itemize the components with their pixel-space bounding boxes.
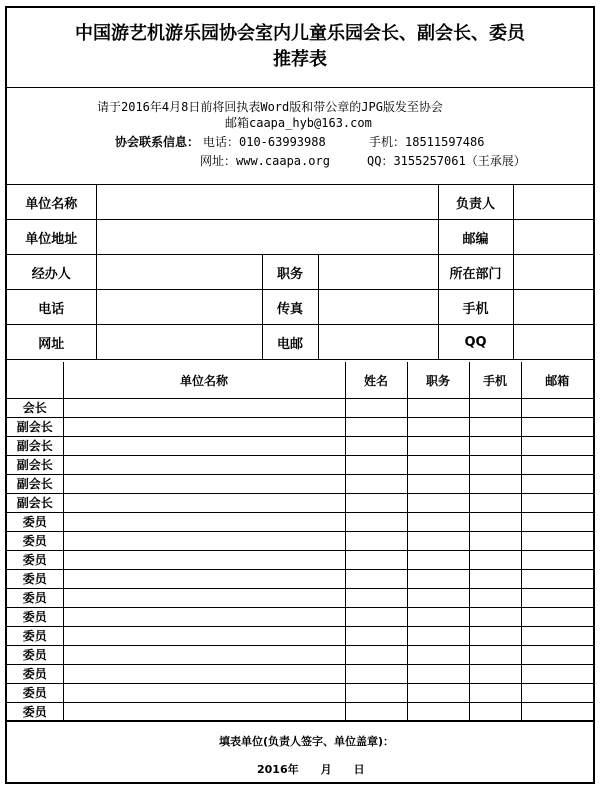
member-row <box>7 399 593 418</box>
notice-line1: 请于2016年4月8日前将回执表Word版和带公章的JPG版发至协会 <box>97 100 443 114</box>
member-position-cell[interactable] <box>407 513 469 532</box>
member-position-cell[interactable] <box>407 418 469 437</box>
member-position-cell[interactable] <box>407 456 469 475</box>
member-org-name-cell[interactable] <box>63 627 345 646</box>
member-role: 委员 <box>7 646 63 665</box>
member-mobile-cell[interactable] <box>469 589 521 608</box>
form-title-section <box>7 8 593 88</box>
member-role: 委员 <box>7 665 63 684</box>
contact-info-label: 协会联系信息： <box>115 135 200 149</box>
row-address <box>7 220 593 255</box>
member-mobile-cell[interactable] <box>469 437 521 456</box>
member-name-cell[interactable] <box>345 418 407 437</box>
member-row <box>7 494 593 513</box>
field-leader[interactable] <box>513 185 593 220</box>
member-email-cell[interactable] <box>521 589 593 608</box>
label-qq: QQ <box>438 325 513 360</box>
member-name-cell[interactable] <box>345 646 407 665</box>
organization-info-table <box>7 185 593 360</box>
member-org-name-cell[interactable] <box>63 684 345 703</box>
member-org-name-cell[interactable] <box>63 456 345 475</box>
member-name-cell[interactable] <box>345 475 407 494</box>
member-row <box>7 532 593 551</box>
label-phone: 电话 <box>7 290 96 325</box>
label-mobile: 手机 <box>438 290 513 325</box>
member-name-cell[interactable] <box>345 684 407 703</box>
member-email-cell[interactable] <box>521 475 593 494</box>
member-position-cell[interactable] <box>407 627 469 646</box>
date-line: 2016年 月 日 <box>257 763 365 776</box>
row-website <box>7 325 593 360</box>
member-row <box>7 513 593 532</box>
member-mobile-cell[interactable] <box>469 570 521 589</box>
member-email-cell[interactable] <box>521 437 593 456</box>
member-row <box>7 418 593 437</box>
label-fax: 传真 <box>262 290 318 325</box>
member-mobile-cell[interactable] <box>469 456 521 475</box>
member-row <box>7 589 593 608</box>
member-name-cell[interactable] <box>345 551 407 570</box>
member-row <box>7 475 593 494</box>
member-role: 委员 <box>7 608 63 627</box>
label-website: 网址 <box>7 325 96 360</box>
form-title-line1: 中国游艺机游乐园协会室内儿童乐园会长、副会长、委员 <box>75 23 525 44</box>
member-row <box>7 437 593 456</box>
member-name-cell[interactable] <box>345 665 407 684</box>
member-row <box>7 646 593 665</box>
field-fax[interactable] <box>318 290 438 325</box>
member-mobile-cell[interactable] <box>469 551 521 570</box>
member-name-cell[interactable] <box>345 703 407 722</box>
member-role: 副会长 <box>7 418 63 437</box>
label-leader: 负责人 <box>438 185 513 220</box>
footer-section <box>7 720 593 784</box>
member-position-cell[interactable] <box>407 608 469 627</box>
member-position-cell[interactable] <box>407 551 469 570</box>
member-org-name-cell[interactable] <box>63 532 345 551</box>
member-email-cell[interactable] <box>521 532 593 551</box>
member-row <box>7 608 593 627</box>
member-mobile-cell[interactable] <box>469 684 521 703</box>
field-qq[interactable] <box>513 325 593 360</box>
member-role: 委员 <box>7 684 63 703</box>
member-mobile-cell[interactable] <box>469 703 521 722</box>
member-org-name-cell[interactable] <box>63 399 345 418</box>
member-name-cell[interactable] <box>345 513 407 532</box>
member-row <box>7 627 593 646</box>
member-email-cell[interactable] <box>521 703 593 722</box>
member-row <box>7 551 593 570</box>
member-email-cell[interactable] <box>521 513 593 532</box>
member-row <box>7 684 593 703</box>
row-org-name <box>7 185 593 220</box>
member-role: 会长 <box>7 399 63 418</box>
field-address[interactable] <box>96 220 438 255</box>
member-position-cell[interactable] <box>407 570 469 589</box>
header-role <box>7 362 63 399</box>
field-phone[interactable] <box>96 290 262 325</box>
member-org-name-cell[interactable] <box>63 551 345 570</box>
contact-website: 网址：www.caapa.org <box>200 154 330 168</box>
member-role: 委员 <box>7 532 63 551</box>
member-org-name-cell[interactable] <box>63 513 345 532</box>
member-email-cell[interactable] <box>521 456 593 475</box>
member-org-name-cell[interactable] <box>63 703 345 722</box>
members-table <box>7 362 593 722</box>
row-phone <box>7 290 593 325</box>
member-mobile-cell[interactable] <box>469 513 521 532</box>
signature-label: 填表单位(负责人签字、单位盖章)： <box>219 735 395 748</box>
member-row <box>7 456 593 475</box>
member-position-cell[interactable] <box>407 532 469 551</box>
header-name: 姓名 <box>345 362 407 399</box>
member-position-cell[interactable] <box>407 399 469 418</box>
member-position-cell[interactable] <box>407 589 469 608</box>
header-org-name: 单位名称 <box>63 362 345 399</box>
member-email-cell[interactable] <box>521 570 593 589</box>
members-header-row <box>7 362 593 399</box>
member-role: 委员 <box>7 570 63 589</box>
member-position-cell[interactable] <box>407 437 469 456</box>
member-org-name-cell[interactable] <box>63 475 345 494</box>
field-handler[interactable] <box>96 255 262 290</box>
member-row <box>7 570 593 589</box>
contact-mobile: 手机：18511597486 <box>369 135 485 149</box>
member-name-cell[interactable] <box>345 589 407 608</box>
member-name-cell[interactable] <box>345 399 407 418</box>
member-mobile-cell[interactable] <box>469 646 521 665</box>
field-org-name[interactable] <box>96 185 438 220</box>
member-org-name-cell[interactable] <box>63 665 345 684</box>
member-email-cell[interactable] <box>521 646 593 665</box>
form-title-line2: 推荐表 <box>273 49 327 70</box>
member-mobile-cell[interactable] <box>469 627 521 646</box>
member-role: 委员 <box>7 627 63 646</box>
member-mobile-cell[interactable] <box>469 665 521 684</box>
member-position-cell[interactable] <box>407 665 469 684</box>
member-position-cell[interactable] <box>407 684 469 703</box>
notice-line2: 邮箱caapa_hyb@163.com <box>225 116 372 130</box>
header-mobile: 手机 <box>469 362 521 399</box>
member-name-cell[interactable] <box>345 570 407 589</box>
field-email[interactable] <box>318 325 438 360</box>
member-org-name-cell[interactable] <box>63 646 345 665</box>
member-mobile-cell[interactable] <box>469 399 521 418</box>
member-mobile-cell[interactable] <box>469 494 521 513</box>
label-department: 所在部门 <box>438 255 513 290</box>
recommendation-form <box>5 6 595 784</box>
field-mobile[interactable] <box>513 290 593 325</box>
member-email-cell[interactable] <box>521 608 593 627</box>
label-address: 单位地址 <box>7 220 96 255</box>
notice-section <box>7 88 593 185</box>
label-org-name: 单位名称 <box>7 185 96 220</box>
member-email-cell[interactable] <box>521 684 593 703</box>
member-position-cell[interactable] <box>407 646 469 665</box>
member-org-name-cell[interactable] <box>63 494 345 513</box>
member-name-cell[interactable] <box>345 494 407 513</box>
member-org-name-cell[interactable] <box>63 418 345 437</box>
member-role: 委员 <box>7 513 63 532</box>
contact-qq: QQ：3155257061（王承展） <box>367 154 526 168</box>
member-role: 副会长 <box>7 475 63 494</box>
header-position: 职务 <box>407 362 469 399</box>
member-mobile-cell[interactable] <box>469 608 521 627</box>
member-mobile-cell[interactable] <box>469 418 521 437</box>
member-row <box>7 703 593 722</box>
member-email-cell[interactable] <box>521 399 593 418</box>
header-email: 邮箱 <box>521 362 593 399</box>
member-name-cell[interactable] <box>345 532 407 551</box>
label-email: 电邮 <box>262 325 318 360</box>
member-role: 委员 <box>7 703 63 722</box>
label-handler: 经办人 <box>7 255 96 290</box>
label-postcode: 邮编 <box>438 220 513 255</box>
contact-phone: 电话：010-63993988 <box>203 135 326 149</box>
member-org-name-cell[interactable] <box>63 608 345 627</box>
member-email-cell[interactable] <box>521 418 593 437</box>
member-name-cell[interactable] <box>345 456 407 475</box>
member-role: 副会长 <box>7 437 63 456</box>
member-email-cell[interactable] <box>521 665 593 684</box>
member-position-cell[interactable] <box>407 494 469 513</box>
field-postcode[interactable] <box>513 220 593 255</box>
member-name-cell[interactable] <box>345 608 407 627</box>
member-name-cell[interactable] <box>345 437 407 456</box>
member-org-name-cell[interactable] <box>63 589 345 608</box>
member-role: 委员 <box>7 551 63 570</box>
member-role: 委员 <box>7 589 63 608</box>
member-email-cell[interactable] <box>521 551 593 570</box>
field-position[interactable] <box>318 255 438 290</box>
member-org-name-cell[interactable] <box>63 570 345 589</box>
member-position-cell[interactable] <box>407 475 469 494</box>
member-role: 副会长 <box>7 456 63 475</box>
label-position: 职务 <box>262 255 318 290</box>
field-department[interactable] <box>513 255 593 290</box>
field-website[interactable] <box>96 325 262 360</box>
member-mobile-cell[interactable] <box>469 532 521 551</box>
member-mobile-cell[interactable] <box>469 475 521 494</box>
row-handler <box>7 255 593 290</box>
member-org-name-cell[interactable] <box>63 437 345 456</box>
member-email-cell[interactable] <box>521 494 593 513</box>
member-row <box>7 665 593 684</box>
member-role: 副会长 <box>7 494 63 513</box>
members-body <box>7 399 593 722</box>
member-email-cell[interactable] <box>521 627 593 646</box>
member-position-cell[interactable] <box>407 703 469 722</box>
member-name-cell[interactable] <box>345 627 407 646</box>
